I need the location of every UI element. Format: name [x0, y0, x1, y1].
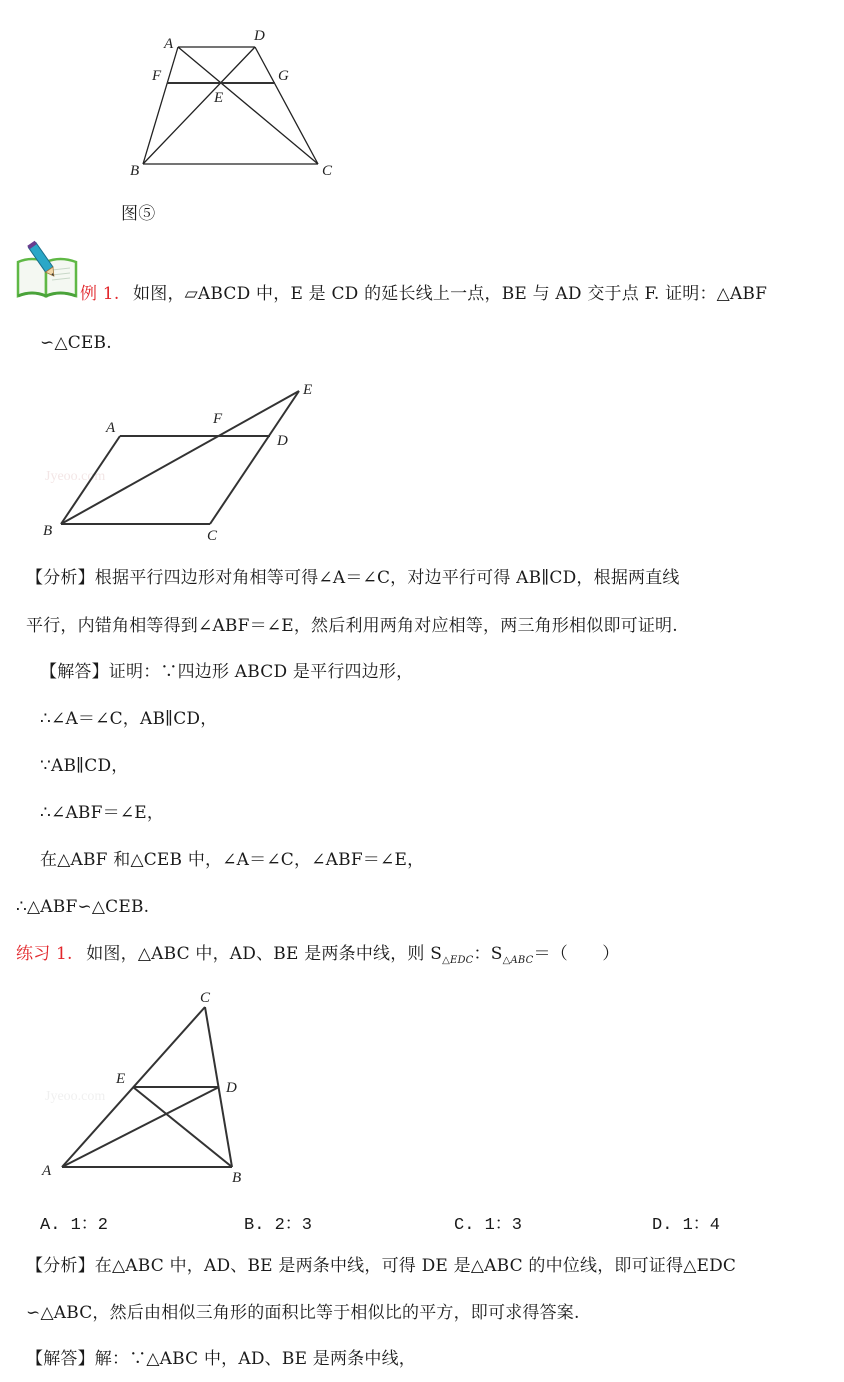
- example-1-figure-parallelogram: [30, 370, 340, 550]
- exercise-1-question-mid: ：S: [473, 944, 503, 964]
- example-1-solution-line6: ∴△ABF∽△CEB.: [16, 897, 150, 917]
- label-B: B: [130, 163, 140, 179]
- exercise-1-analysis-line1: 【分析】在△ABC 中，AD、BE 是两条中线，可得 DE 是△ABC 的中位线，即可证得△EDC: [26, 1256, 737, 1276]
- label-D: D: [254, 28, 265, 44]
- exercise-1-figure-triangle: [30, 980, 270, 1190]
- label-D: D: [226, 1080, 237, 1096]
- example-1-question-line1: 如图，▱ABCD 中，E 是 CD 的延长线上一点，BE 与 AD 交于点 F. 证明：△ABF: [133, 284, 768, 304]
- example-1-analysis-line1: 【分析】根据平行四边形对角相等可得∠A＝∠C，对边平行可得 AB∥CD，根据两直线: [26, 568, 680, 588]
- subscript-abc: △ABC: [502, 955, 534, 966]
- watermark: Jyeoo.com: [45, 469, 106, 484]
- example-1-solution-line1: 【解答】证明：∵四边形 ABCD 是平行四边形，: [40, 662, 414, 682]
- label-A: A: [42, 1163, 52, 1179]
- option-a[interactable]: A. 1：2: [40, 1216, 109, 1235]
- exercise-1-solution-line1: 【解答】解：∵△ABC 中，AD、BE 是两条中线，: [26, 1349, 416, 1369]
- example-1-analysis-line2: 平行，内错角相等得到∠ABF＝∠E，然后利用两角对应相等，两三角形相似即可证明.: [26, 616, 678, 636]
- example-1-tag: 例 1.: [80, 284, 120, 304]
- figure-5-caption: 图⑤: [121, 204, 156, 224]
- label-C: C: [200, 990, 211, 1006]
- book-pencil-icon: [12, 240, 84, 300]
- example-1-solution-line3: ∵AB∥CD，: [40, 756, 129, 776]
- exercise-1-question: [16, 943, 620, 972]
- label-E: E: [303, 382, 313, 398]
- exercise-1-analysis-line2: ∽△ABC，然后由相似三角形的面积比等于相似比的平方，即可求得答案.: [26, 1303, 580, 1323]
- exercise-1-question-suffix: ＝（ ）: [533, 944, 620, 964]
- option-c[interactable]: C. 1：3: [454, 1216, 523, 1235]
- label-E: E: [116, 1071, 126, 1087]
- figure-5-trapezoid: [100, 0, 360, 200]
- label-B: B: [43, 523, 53, 539]
- subscript-edc: △EDC: [442, 955, 474, 966]
- label-B: B: [232, 1170, 242, 1186]
- label-A: A: [106, 420, 116, 436]
- label-D: D: [277, 433, 288, 449]
- option-d[interactable]: D. 1：4: [652, 1216, 721, 1235]
- example-1-question-line2: ∽△CEB.: [40, 333, 112, 353]
- watermark: Jyeoo.com: [45, 1089, 106, 1104]
- label-F: F: [152, 68, 162, 84]
- example-1-solution-line5: 在△ABF 和△CEB 中，∠A＝∠C，∠ABF＝∠E，: [40, 850, 425, 870]
- label-G: G: [278, 68, 289, 84]
- label-A: A: [164, 36, 174, 52]
- label-C: C: [207, 528, 218, 544]
- exercise-1-tag: 练习 1.: [16, 944, 73, 964]
- example-1-solution-line4: ∴∠ABF＝∠E，: [40, 803, 165, 823]
- label-C: C: [322, 163, 333, 179]
- example-1-question: [80, 283, 767, 305]
- option-b[interactable]: B. 2：3: [244, 1216, 313, 1235]
- exercise-1-question-prefix: 如图，△ABC 中，AD、BE 是两条中线，则 S: [86, 944, 443, 964]
- label-E: E: [214, 90, 224, 106]
- label-F: F: [213, 411, 223, 427]
- example-1-solution-line2: ∴∠A＝∠C，AB∥CD，: [40, 709, 218, 729]
